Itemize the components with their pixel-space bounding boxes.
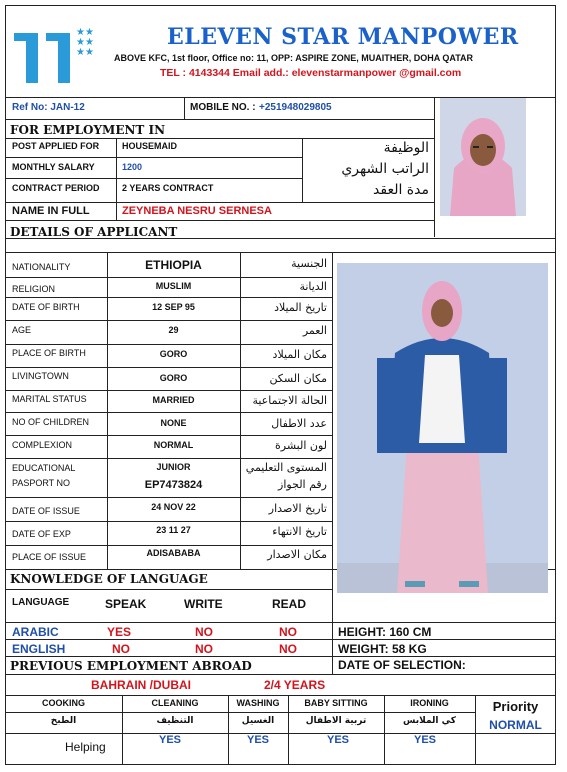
salary-label: MONTHLY SALARY (12, 162, 95, 172)
section-language: KNOWLEDGE OF LANGUAGE (10, 572, 208, 586)
applicant-portrait-photo (440, 98, 526, 216)
lang-name: ARABIC (12, 625, 59, 639)
detail-value: NORMAL (153, 440, 194, 450)
divider (5, 119, 434, 120)
detail-label: DATE OF BIRTH (12, 302, 80, 312)
divider (5, 733, 556, 734)
divider (5, 390, 332, 391)
divider (5, 497, 332, 498)
salary-value: 1200 (122, 162, 143, 172)
post-label: POST APPLIED FOR (12, 141, 100, 151)
divider (434, 97, 435, 237)
divider (5, 297, 332, 298)
lang-name: ENGLISH (12, 642, 66, 656)
divider (5, 458, 332, 459)
divider (5, 220, 434, 221)
detail-value: EP7473824 (144, 479, 203, 491)
detail-value: MARRIED (152, 395, 195, 405)
detail-label: LIVINGTOWN (12, 371, 69, 381)
skill-header: IRONING (410, 698, 449, 708)
detail-arabic: مكان الاصدار (267, 548, 327, 561)
divider (5, 695, 556, 696)
detail-value: 29 (168, 325, 179, 335)
detail-label: MARITAL STATUS (12, 394, 87, 404)
divider (302, 138, 303, 202)
post-arabic: الوظيفة (383, 140, 429, 156)
detail-value: GORO (159, 373, 188, 383)
skill-header: COOKING (41, 698, 85, 708)
detail-value: 12 SEP 95 (152, 302, 195, 312)
post-value: HOUSEMAID (122, 141, 178, 151)
skill-arabic: كي الملابس (403, 716, 456, 726)
divider (5, 252, 556, 253)
divider (5, 178, 302, 179)
mobile-value: +251948029805 (259, 102, 332, 113)
detail-arabic: مكان الميلاد (272, 348, 327, 361)
skill-arabic: الغسيل (241, 716, 275, 726)
contract-label: CONTRACT PERIOD (12, 183, 100, 193)
skill-header: BABY SITTING (304, 698, 368, 708)
divider (5, 367, 332, 368)
lang-header: WRITE (184, 597, 223, 611)
detail-arabic: عدد الاطفال (271, 417, 327, 430)
detail-value: ADISABABA (146, 548, 201, 558)
detail-arabic: مكان السكن (269, 372, 327, 385)
detail-arabic: لون البشرة (275, 439, 327, 452)
priority-value: NORMAL (489, 718, 542, 732)
previous-country: BAHRAIN /DUBAI (91, 678, 191, 692)
divider (5, 202, 434, 203)
name-value: ZEYNEBA NESRU SERNESA (122, 205, 272, 217)
divider (5, 521, 332, 522)
detail-label: NATIONALITY (12, 262, 71, 272)
previous-years: 2/4 YEARS (264, 678, 326, 692)
skill-value: YES (326, 734, 349, 746)
detail-label: COMPLEXION (12, 440, 73, 450)
detail-value: JUNIOR (156, 462, 191, 472)
detail-label: DATE OF EXP (12, 529, 71, 539)
lang-header: SPEAK (105, 597, 147, 611)
detail-value: NONE (160, 418, 187, 428)
divider (5, 589, 332, 590)
divider (5, 138, 434, 139)
divider (5, 639, 556, 640)
company-contact: TEL : 4143344 Email add.: elevenstarmanpower @gmail.com (160, 67, 462, 79)
lang-write: NO (195, 642, 213, 656)
skill-header: WASHING (236, 698, 280, 708)
detail-arabic: العمر (302, 324, 327, 337)
salary-arabic: الراتب الشهري (341, 161, 429, 177)
section-previous-employment: PREVIOUS EMPLOYMENT ABROAD (10, 659, 252, 673)
divider (5, 157, 302, 158)
svg-text:★★: ★★ (76, 47, 94, 58)
divider (5, 277, 332, 278)
section-employment: FOR EMPLOYMENT IN (10, 123, 166, 137)
detail-arabic: الديانة (299, 280, 327, 293)
divider (5, 238, 556, 239)
divider (5, 344, 332, 345)
skill-arabic: التنظيف (156, 716, 194, 726)
divider (5, 545, 332, 546)
lang-header: READ (272, 597, 307, 611)
ref-number: Ref No: JAN-12 (12, 102, 85, 113)
divider (5, 435, 332, 436)
company-name: ELEVEN STAR MANPOWER (167, 24, 519, 50)
detail-arabic: رقم الجواز (278, 478, 327, 491)
svg-text:★★: ★★ (76, 27, 94, 38)
detail-label: DATE OF ISSUE (12, 506, 80, 516)
lang-header: LANGUAGE (12, 597, 70, 608)
contract-arabic: مدة العقد (373, 182, 429, 198)
company-address: ABOVE KFC, 1st floor, Office no: 11, OPP: ASPIRE ZONE, MUAITHER, DOHA QATAR (114, 53, 474, 63)
detail-arabic: تاريخ الميلاد (274, 301, 327, 314)
divider (5, 712, 475, 713)
lang-speak: YES (107, 625, 132, 639)
detail-label: PLACE OF BIRTH (12, 348, 86, 358)
name-label: NAME IN FULL (12, 205, 90, 217)
date-of-selection: DATE OF SELECTION: (338, 658, 466, 672)
detail-value: 23 11 27 (156, 525, 191, 535)
divider (332, 252, 333, 569)
lang-read: NO (279, 642, 297, 656)
detail-arabic: الجنسية (291, 257, 327, 270)
skill-arabic: الطبخ (50, 716, 77, 726)
divider (5, 656, 556, 657)
detail-arabic: تاريخ الانتهاء (272, 525, 327, 538)
detail-value: GORO (159, 349, 188, 359)
detail-label: PASPORT NO (12, 478, 71, 488)
detail-arabic: المستوى التعليمي (245, 461, 327, 474)
detail-label: RELIGION (12, 284, 56, 294)
detail-value: 24 NOV 22 (151, 502, 196, 512)
detail-label: NO OF CHILDREN (12, 417, 90, 427)
divider (184, 97, 185, 119)
detail-arabic: الحالة الاجتماعية (252, 394, 327, 407)
lang-speak: NO (112, 642, 130, 656)
skill-header: CLEANING (151, 698, 199, 708)
section-details: DETAILS OF APPLICANT (10, 225, 178, 239)
lang-read: NO (279, 625, 297, 639)
divider (116, 138, 117, 220)
svg-text:★★: ★★ (76, 37, 94, 48)
detail-label: PLACE OF ISSUE (12, 552, 87, 562)
divider (5, 320, 332, 321)
priority-label: Priority (492, 699, 539, 714)
height-value: HEIGHT: 160 CM (338, 625, 432, 639)
company-logo (14, 25, 94, 83)
detail-label: AGE (12, 325, 32, 335)
contract-value: 2 YEARS CONTRACT (122, 183, 214, 193)
lang-write: NO (195, 625, 213, 639)
detail-value: ETHIOPIA (145, 258, 202, 272)
divider (5, 412, 332, 413)
detail-value: MUSLIM (155, 281, 192, 291)
detail-label: EDUCATIONAL (12, 463, 76, 473)
divider (5, 674, 556, 675)
skill-value: YES (158, 734, 181, 746)
skill-value: YES (413, 734, 436, 746)
skill-value: Helping (65, 740, 106, 754)
weight-value: WEIGHT: 58 KG (338, 642, 427, 656)
detail-arabic: تاريخ الاصدار (268, 502, 327, 515)
applicant-full-body-photo (337, 263, 548, 593)
mobile-label: MOBILE NO. : (190, 102, 256, 113)
skill-value: YES (246, 734, 269, 746)
skill-arabic: تربية الاطفال (305, 716, 367, 726)
divider (5, 622, 556, 623)
